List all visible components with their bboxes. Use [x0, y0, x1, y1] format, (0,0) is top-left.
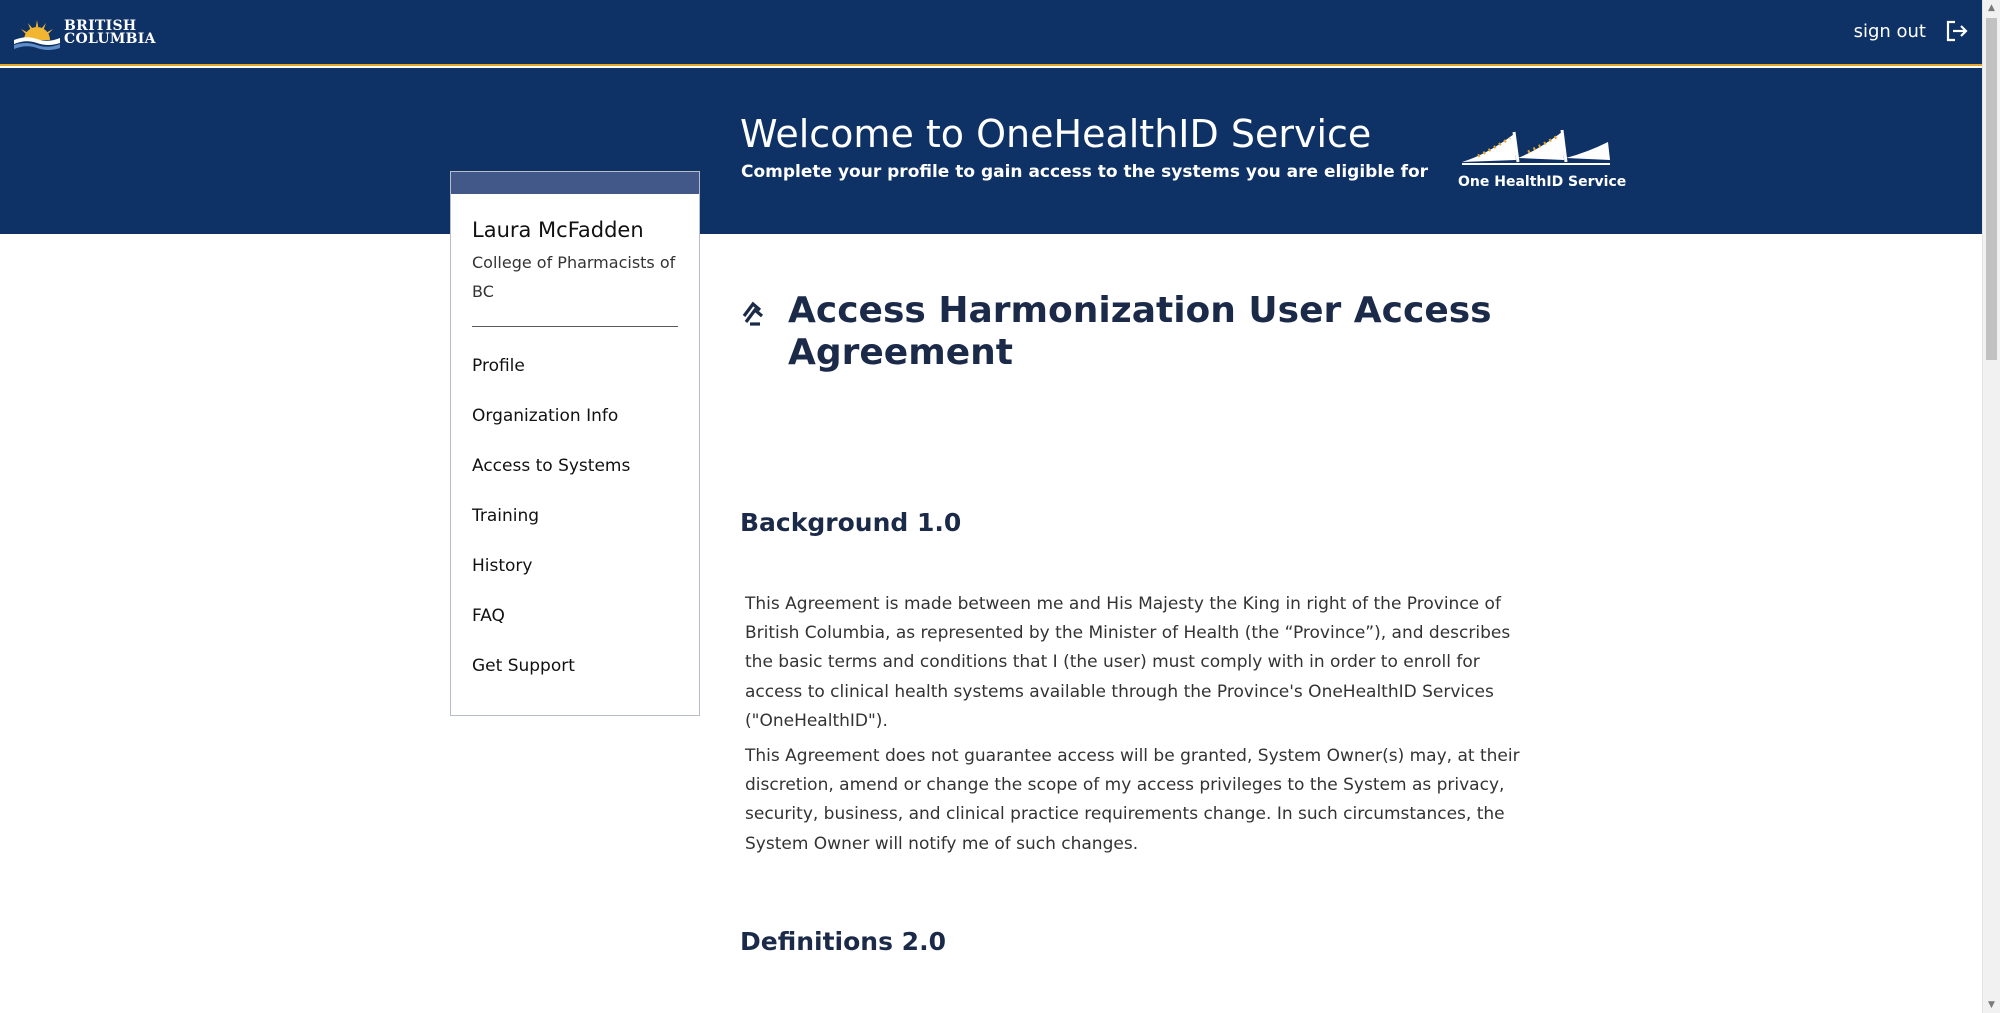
background-paragraph-2: This Agreement does not guarantee access will be granted, System Owner(s) may, at their discretion, amend or change the scope of my access privileges to the System as privacy, security, business, and clinical practice requirements change. In such circumstances, the System Owner will notify me of such changes.: [745, 746, 1520, 854]
card-header-band: [451, 172, 699, 194]
page-title: Welcome to OneHealthID Service: [740, 112, 1372, 156]
top-navigation-bar: [0, 0, 1982, 66]
bc-government-logo[interactable]: [12, 14, 156, 52]
sign-out-label: sign out: [1853, 20, 1926, 42]
card-divider: [472, 326, 678, 327]
page-scrollbar[interactable]: [1982, 0, 2000, 1013]
nav-item-profile[interactable]: Profile: [472, 356, 525, 376]
background-paragraph-1: This Agreement is made between me and His Majesty the King in right of the Province of British Columbia, as represented by the Minister of Health (the “Province”), and describes the basic terms and conditions that I (the user) must comply with in order to enroll for access to clinical health systems available through the Province's OneHealthID Services ("OneHealthID").: [745, 594, 1511, 731]
onehealthid-logo: [1458, 122, 1627, 190]
nav-item-training[interactable]: Training: [472, 506, 540, 526]
user-name: Laura McFadden: [472, 218, 644, 242]
nav-item-history[interactable]: History: [472, 556, 533, 576]
sign-out-button[interactable]: [1854, 18, 1970, 44]
logo-line-1: BRITISH: [64, 18, 137, 34]
page-subtitle: Complete your profile to gain access to the systems you are eligible for: [741, 162, 1429, 182]
definitions-heading: Definitions 2.0: [740, 927, 946, 956]
user-organization: College of Pharmacists of BC: [472, 253, 676, 301]
scroll-down-arrow-icon[interactable]: ▼: [1988, 1000, 1995, 1010]
nav-item-access-to-systems[interactable]: Access to Systems: [472, 456, 631, 476]
nav-item-get-support[interactable]: Get Support: [472, 656, 575, 676]
scrollbar-thumb[interactable]: [1986, 18, 1997, 360]
access-harmonization-icon: [740, 300, 766, 326]
profile-side-card: [450, 171, 700, 716]
bc-sun-logo-icon: [12, 14, 62, 50]
nav-item-organization-info[interactable]: Organization Info: [472, 406, 619, 426]
sign-out-icon: [1944, 18, 1970, 44]
side-navigation: [472, 341, 678, 691]
agreement-content: [740, 290, 1520, 956]
onehealthid-logo-text: One HealthID Service: [1458, 174, 1627, 190]
scroll-up-arrow-icon[interactable]: ▲: [1988, 3, 1995, 13]
bc-logo-wordmark: [64, 20, 156, 46]
agreement-header: [740, 290, 1520, 374]
welcome-banner: [0, 68, 1982, 234]
background-heading: Background 1.0: [740, 508, 962, 537]
nav-item-faq[interactable]: FAQ: [472, 606, 505, 626]
agreement-title: Access Harmonization User Access Agreement: [788, 290, 1492, 373]
onehealthid-bridge-icon: [1458, 122, 1614, 170]
logo-line-2: COLUMBIA: [64, 31, 156, 47]
